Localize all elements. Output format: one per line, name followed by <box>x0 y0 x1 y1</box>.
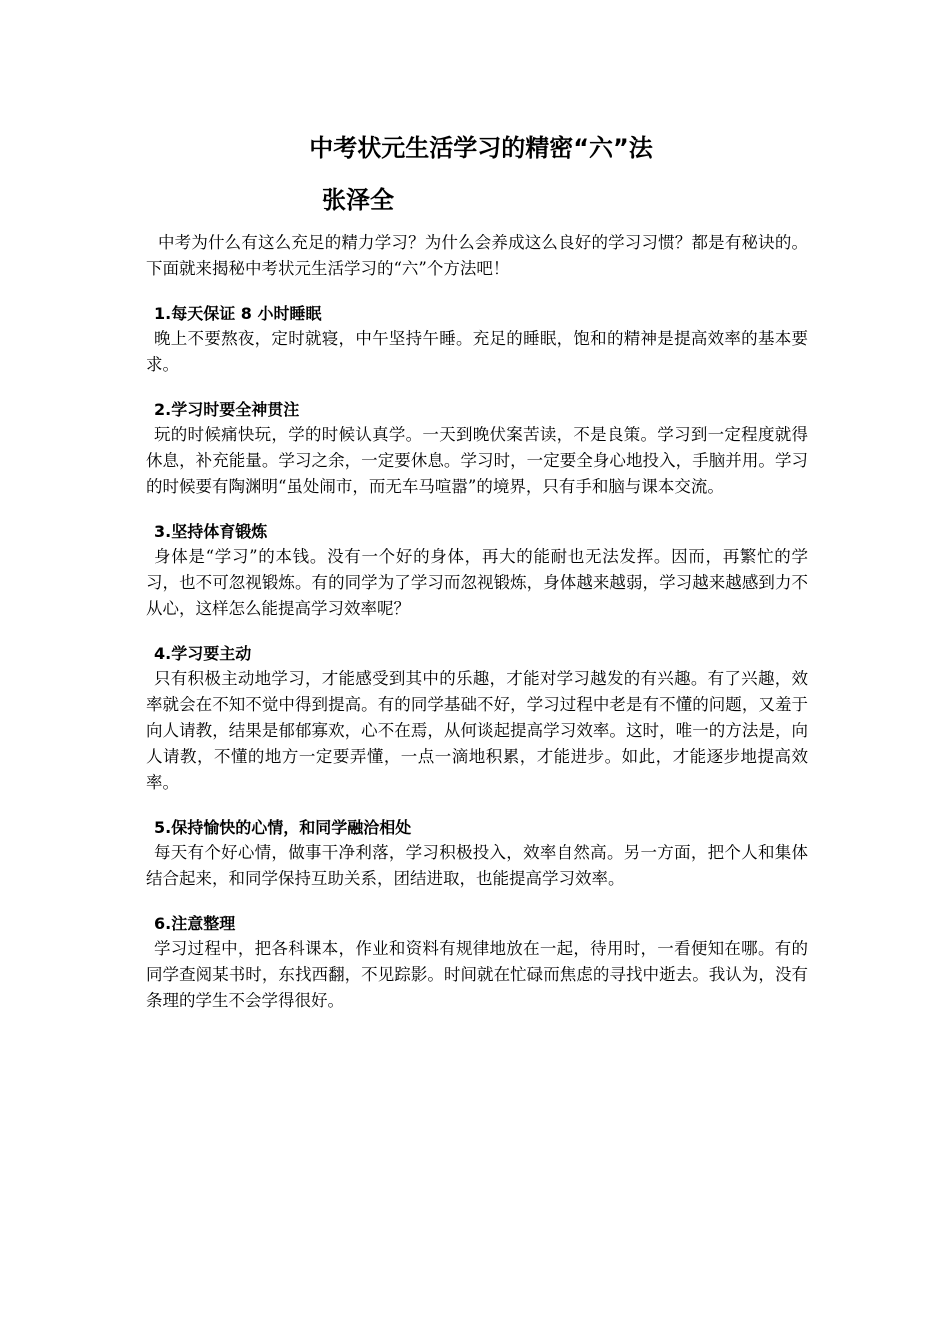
section-body: 晚上不要熬夜，定时就寝，中午坚持午睡。充足的睡眠，饱和的精神是提高效率的基本要求。 <box>146 329 808 374</box>
section-heading: 3.坚持体育锻炼 <box>154 522 268 541</box>
section-body: 每天有个好心情，做事干净利落，学习积极投入，效率自然高。另一方面，把个人和集体结合起来，和同学保持互助关系，团结进取，也能提高学习效率。 <box>146 843 808 888</box>
section-heading: 1.每天保证 8 小时睡眠 <box>154 304 322 323</box>
section-body: 玩的时候痛快玩，学的时候认真学。一天到晚伏案苦读，不是良策。学习到一定程度就得休息，补充能量。学习之余，一定要休息。学习时，一定要全身心地投入，手脑并用。学习的时候要有陶渊明“虽处闹市，而无车马喧嚣”的境界，只有手和脑与课本交流。 <box>146 425 808 496</box>
intro-paragraph: 中考为什么有这么充足的精力学习？为什么会养成这么良好的学习习惯？都是有秘诀的。下面就来揭秘中考状元生活学习的“六”个方法吧！ <box>146 233 808 278</box>
section-1 <box>146 302 808 378</box>
section-2 <box>146 398 808 500</box>
document-title: 中考状元生活学习的精密“六”法 <box>309 134 653 162</box>
section-body: 只有积极主动地学习，才能感受到其中的乐趣，才能对学习越发的有兴趣。有了兴趣，效率就会在不知不觉中得到提高。有的同学基础不好，学习过程中老是有不懂的问题，又羞于向人请教，结果是郁郁寡欢，心不在焉，从何谈起提高学习效率。这时，唯一的方法是，向人请教，不懂的地方一定要弄懂，一点一滴地积累，才能进步。如此，才能逐步地提高效率。 <box>146 669 808 792</box>
section-6 <box>146 912 808 1014</box>
section-3 <box>146 520 808 622</box>
section-body: 学习过程中，把各科课本，作业和资料有规律地放在一起，待用时，一看便知在哪。有的同学查阅某书时，东找西翻，不见踪影。时间就在忙碌而焦虑的寻找中逝去。我认为，没有条理的学生不会学得很好。 <box>146 939 808 1010</box>
section-heading: 4.学习要主动 <box>154 644 252 663</box>
section-5 <box>146 816 808 892</box>
section-heading: 5.保持愉快的心情，和同学融洽相处 <box>154 818 412 837</box>
section-heading: 2.学习时要全神贯注 <box>154 400 300 419</box>
author-name: 张泽全 <box>322 186 394 214</box>
section-body: 身体是“学习”的本钱。没有一个好的身体，再大的能耐也无法发挥。因而，再繁忙的学习，也不可忽视锻炼。有的同学为了学习而忽视锻炼，身体越来越弱，学习越来越感到力不从心，这样怎么能提高学习效率呢？ <box>146 547 808 618</box>
section-heading: 6.注意整理 <box>154 914 236 933</box>
section-4 <box>146 642 808 796</box>
document-page <box>146 128 808 1014</box>
